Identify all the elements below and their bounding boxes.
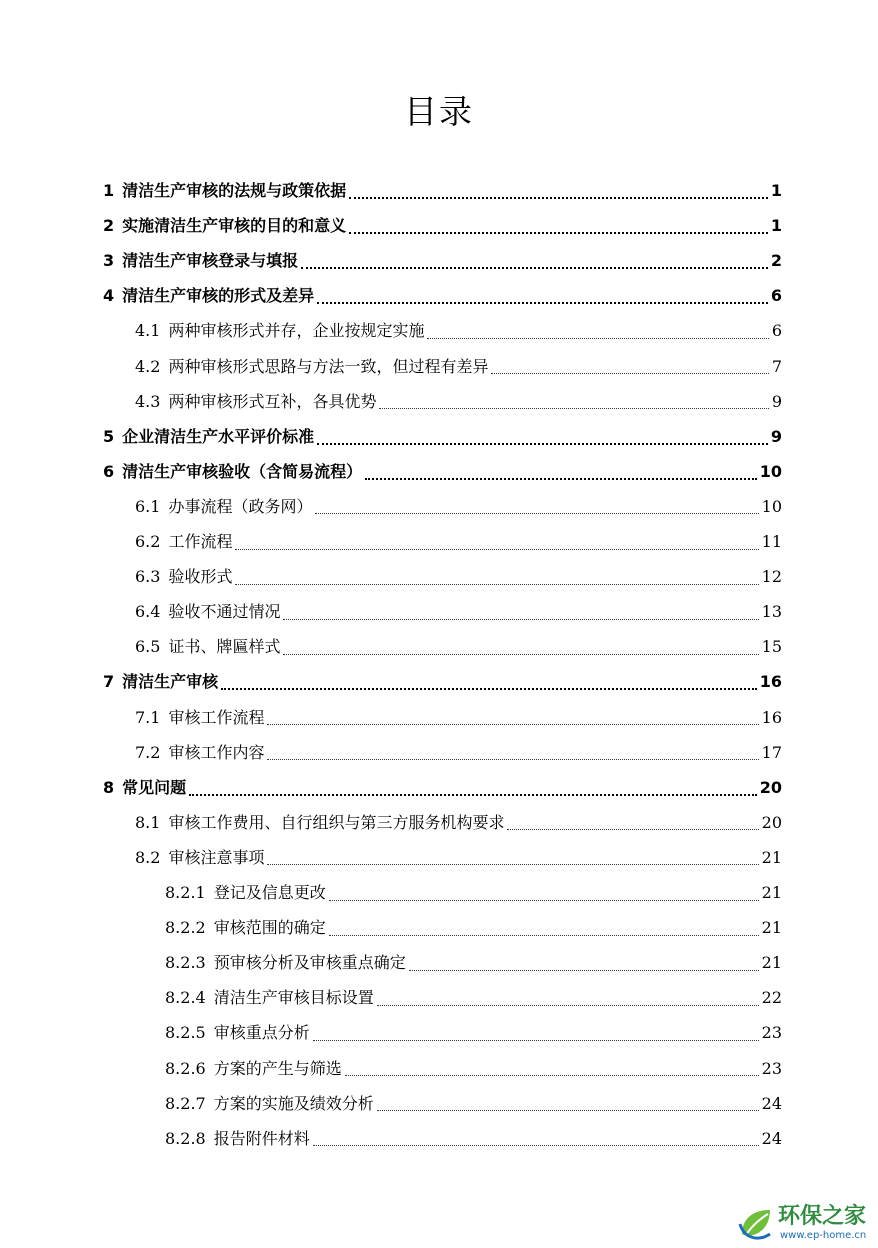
- toc-entry-title: 验收形式: [168, 567, 233, 587]
- toc-leader-dots: [267, 759, 758, 760]
- toc-entry-number: 4.3: [135, 391, 161, 411]
- toc-entry-title: 两种审核形式并存，企业按规定实施: [168, 321, 425, 341]
- toc-entry-number: 4.1: [135, 321, 161, 341]
- toc-entry-number: 7.2: [135, 742, 161, 762]
- toc-entry[interactable]: [135, 632, 782, 662]
- toc-entry-title: 常见问题: [122, 777, 187, 797]
- toc-entry-page: 16: [759, 672, 782, 692]
- toc-entry-number: 8.2.4: [165, 988, 206, 1008]
- toc-entry-title: 审核范围的确定: [213, 918, 326, 938]
- toc-entry[interactable]: [103, 176, 782, 206]
- toc-entry-page: 16: [761, 707, 782, 727]
- toc-leader-dots: [379, 408, 768, 409]
- toc-entry-number: 6: [103, 461, 115, 481]
- toc-entry-title: 审核注意事项: [168, 847, 265, 867]
- toc-entry-page: 20: [759, 777, 782, 797]
- toc-entry[interactable]: [165, 1124, 782, 1154]
- toc-entry-number: 8: [103, 777, 115, 797]
- toc-entry-number: 8.2.6: [165, 1058, 206, 1078]
- toc-entry-number: 8.2.7: [165, 1093, 206, 1113]
- toc-entry-page: 10: [759, 461, 782, 481]
- toc-leader-dots: [301, 267, 768, 269]
- toc-entry-title: 清洁生产审核登录与填报: [122, 251, 299, 271]
- toc-entry[interactable]: [135, 738, 782, 768]
- toc-entry[interactable]: [103, 211, 782, 241]
- toc-entry-page: 6: [771, 321, 782, 341]
- toc-entry-title: 清洁生产审核目标设置: [213, 988, 374, 1008]
- toc-entry-number: 2: [103, 216, 115, 236]
- toc-leader-dots: [377, 1005, 759, 1006]
- toc-leader-dots: [365, 478, 757, 480]
- toc-entry[interactable]: [103, 281, 782, 311]
- toc-leader-dots: [317, 443, 768, 445]
- toc-entry-number: 5: [103, 426, 115, 446]
- toc-entry-number: 8.1: [135, 812, 161, 832]
- toc-leader-dots: [329, 900, 759, 901]
- toc-entry-number: 7: [103, 672, 115, 692]
- toc-leader-dots: [235, 584, 758, 585]
- toc-entry-number: 6.3: [135, 567, 161, 587]
- toc-entry-page: 13: [761, 602, 782, 622]
- toc-entry-page: 9: [771, 391, 782, 411]
- toc-entry-title: 审核重点分析: [213, 1023, 310, 1043]
- toc-entry[interactable]: [135, 352, 782, 382]
- toc-entry-number: 6.5: [135, 637, 161, 657]
- toc-entry-page: 12: [761, 567, 782, 587]
- toc-entry-title: 证书、牌匾样式: [168, 637, 281, 657]
- toc-entry[interactable]: [103, 246, 782, 276]
- toc-entry-page: 21: [761, 847, 782, 867]
- toc-leader-dots: [377, 1110, 759, 1111]
- toc-leader-dots: [349, 197, 768, 199]
- toc-entry[interactable]: [165, 1089, 782, 1119]
- toc-leader-dots: [267, 724, 758, 725]
- toc-entry-number: 8.2.8: [165, 1128, 206, 1148]
- toc-entry-title: 方案的产生与筛选: [213, 1058, 342, 1078]
- watermark-name: 环保之家: [778, 1204, 867, 1229]
- toc-entry-page: 21: [761, 953, 782, 973]
- toc-entry-title: 办事流程（政务网）: [168, 496, 313, 516]
- toc-entry-number: 4: [103, 286, 115, 306]
- toc-entry-page: 21: [761, 883, 782, 902]
- toc-entry-page: 17: [761, 742, 782, 762]
- toc-entry-title: 清洁生产审核验收（含简易流程）: [122, 461, 363, 481]
- toc-leader-dots: [507, 829, 758, 830]
- toc-entry-page: 20: [761, 812, 782, 832]
- toc-entry-page: 1: [770, 216, 782, 236]
- toc-entry[interactable]: [103, 457, 782, 487]
- toc-entry[interactable]: [135, 597, 782, 627]
- toc-entry-page: 2: [770, 251, 782, 271]
- watermark: [736, 1202, 876, 1246]
- toc-entry[interactable]: [103, 667, 782, 697]
- toc-entry-title: 实施清洁生产审核的目的和意义: [122, 216, 347, 236]
- toc-entry-number: 8.2: [135, 847, 161, 867]
- toc-entry-page: 22: [761, 988, 782, 1008]
- toc-entry-page: 11: [761, 532, 782, 551]
- toc-entry[interactable]: [165, 1054, 782, 1084]
- toc-entry-number: 8.2.5: [165, 1023, 206, 1043]
- toc-entry[interactable]: [135, 527, 782, 557]
- toc-entry-number: 8.2.1: [165, 883, 206, 902]
- toc-entry-title: 两种审核形式互补，各具优势: [168, 391, 377, 411]
- toc-entry-title: 清洁生产审核的形式及差异: [122, 286, 315, 306]
- toc-leader-dots: [283, 619, 758, 620]
- toc-entry-title: 工作流程: [168, 532, 233, 551]
- toc-entry[interactable]: [135, 703, 782, 733]
- toc-entry[interactable]: [135, 316, 782, 346]
- toc-leader-dots: [427, 338, 768, 339]
- toc-entry-page: 15: [761, 637, 782, 657]
- toc-entry[interactable]: [165, 1018, 782, 1048]
- toc-entry-page: 10: [761, 496, 782, 516]
- toc-leader-dots: [313, 1145, 759, 1146]
- toc-entry-page: 1: [770, 181, 782, 200]
- leaf-logo-icon: [736, 1204, 776, 1244]
- toc-entry[interactable]: [135, 808, 782, 838]
- toc-leader-dots: [315, 513, 758, 514]
- toc-entry-title: 企业清洁生产水平评价标准: [122, 426, 315, 446]
- toc-entry[interactable]: [103, 773, 782, 803]
- toc-entry[interactable]: [135, 843, 782, 873]
- toc-entry-title: 清洁生产审核: [122, 672, 219, 692]
- toc-entry-number: 3: [103, 251, 115, 271]
- toc-entry[interactable]: [135, 562, 782, 592]
- toc-entry-title: 报告附件材料: [213, 1128, 310, 1148]
- toc-entry-title: 审核工作费用、自行组织与第三方服务机构要求: [168, 812, 505, 832]
- toc-entry[interactable]: [165, 948, 782, 978]
- toc-entry-page: 21: [761, 918, 782, 938]
- toc-entry[interactable]: [103, 422, 782, 452]
- toc-entry-title: 清洁生产审核的法规与政策依据: [122, 181, 347, 200]
- toc-entry-number: 6.4: [135, 602, 161, 622]
- toc-leader-dots: [345, 1075, 759, 1076]
- toc-leader-dots: [283, 654, 758, 655]
- toc-entry-title: 两种审核形式思路与方法一致，但过程有差异: [168, 356, 489, 376]
- watermark-url: www.ep-home.cn: [780, 1230, 867, 1241]
- toc-entry-title: 验收不通过情况: [168, 602, 281, 622]
- toc-leader-dots: [221, 688, 757, 690]
- toc-entry-number: 4.2: [135, 356, 161, 376]
- toc-entry-number: 1: [103, 181, 115, 200]
- toc-entry-title: 审核工作流程: [168, 707, 265, 727]
- toc-leader-dots: [313, 1040, 759, 1041]
- toc-leader-dots: [349, 232, 768, 234]
- toc-leader-dots: [409, 970, 759, 971]
- toc-entry[interactable]: [135, 492, 782, 522]
- toc-entry-title: 登记及信息更改: [213, 883, 326, 902]
- toc-entry-page: 9: [770, 426, 782, 446]
- toc-entry[interactable]: [165, 983, 782, 1013]
- toc-entry-number: 7.1: [135, 707, 161, 727]
- toc-entry[interactable]: [165, 913, 782, 943]
- toc-leader-dots: [317, 302, 768, 304]
- toc-entry-page: 23: [761, 1058, 782, 1078]
- toc-entry-title: 方案的实施及绩效分析: [213, 1093, 374, 1113]
- toc-entry-page: 23: [761, 1023, 782, 1043]
- toc-entry-page: 7: [771, 356, 782, 376]
- toc-leader-dots: [189, 794, 757, 796]
- toc-leader-dots: [267, 864, 758, 865]
- toc-leader-dots: [329, 935, 759, 936]
- toc-entry-page: 6: [770, 286, 782, 306]
- page-title: 目录: [404, 92, 474, 131]
- toc-leader-dots: [235, 549, 758, 550]
- toc-entry-page: 24: [761, 1128, 782, 1148]
- toc-entry[interactable]: [135, 387, 782, 417]
- toc-entry-number: 6.2: [135, 532, 161, 551]
- toc-leader-dots: [491, 373, 768, 374]
- toc-entry-number: 8.2.2: [165, 918, 206, 938]
- toc-entry-number: 8.2.3: [165, 953, 206, 973]
- toc-entry-number: 6.1: [135, 496, 161, 516]
- toc-entry-title: 预审核分析及审核重点确定: [213, 953, 406, 973]
- toc-entry-title: 审核工作内容: [168, 742, 265, 762]
- toc-entry-page: 24: [761, 1093, 782, 1113]
- toc-entry[interactable]: [165, 878, 782, 908]
